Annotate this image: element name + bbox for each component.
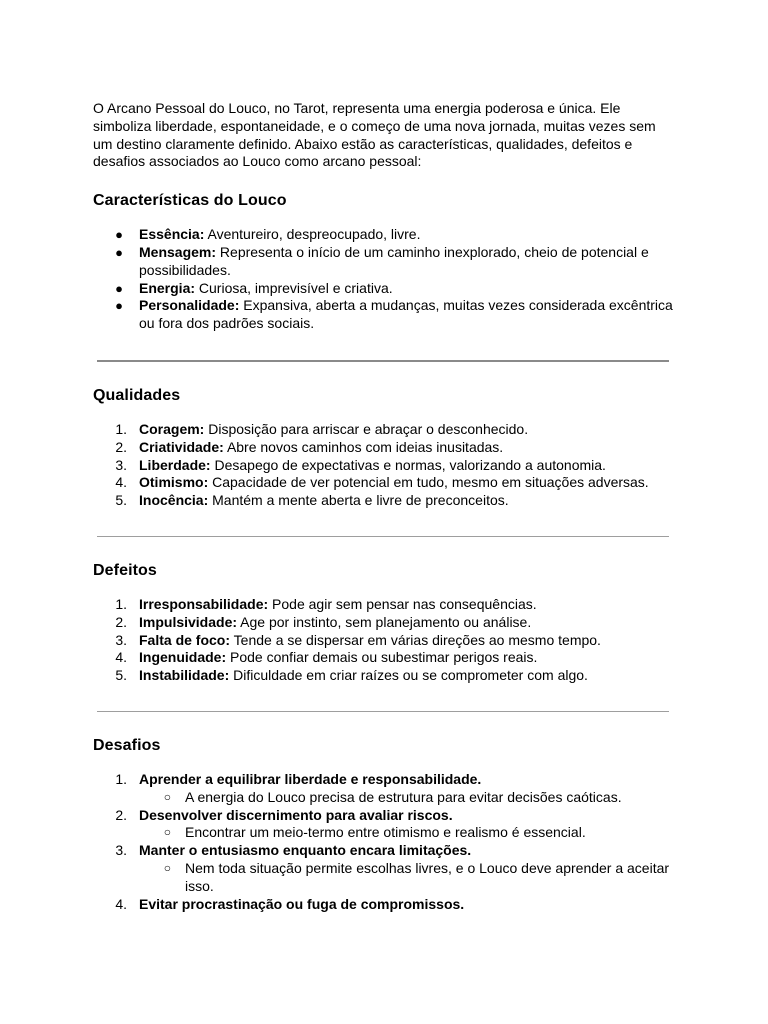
item-number: 2. (115, 438, 127, 455)
item-label: Manter o entusiasmo enquanto encara limitações. (139, 842, 472, 859)
item-label: Coragem: (139, 420, 205, 437)
item-number: 4. (115, 649, 127, 666)
list-item (93, 297, 673, 333)
bullet-marker: ● (115, 227, 123, 243)
item-label: Mensagem: (139, 243, 217, 260)
item-text: Representa o início de um caminho inexplorado, cheio de potencial e possibilidades. (139, 243, 649, 278)
item-number: 3. (115, 842, 127, 859)
item-number: 1. (115, 595, 127, 612)
item-label: Aprender a equilibrar liberdade e responsabilidade. (139, 770, 482, 787)
item-text: Dificuldade em criar raízes ou se comprometer com algo. (233, 667, 588, 684)
section-divider (97, 536, 669, 537)
item-label: Impulsividade: (139, 613, 238, 630)
item-label: Evitar procrastinação ou fuga de compromissos. (139, 895, 465, 912)
item-text: Disposição para arriscar e abraçar o desconhecido. (208, 420, 529, 437)
list-item (93, 632, 673, 650)
item-label: Ingenuidade: (139, 649, 227, 666)
item-text: Age por instinto, sem planejamento ou análise. (240, 613, 532, 630)
sub-list-wrapper (93, 789, 673, 807)
item-text: Desapego de expectativas e normas, valorizando a autonomia. (214, 456, 606, 473)
list-item (93, 439, 673, 457)
sub-item-text: Nem toda situação permite escolhas livres, e o Louco deve aprender a aceitar isso. (185, 859, 670, 894)
list-item (93, 421, 673, 439)
item-number: 4. (115, 895, 127, 912)
item-label: Liberdade: (139, 456, 211, 473)
sub-bullet-marker: ○ (163, 825, 171, 840)
sub-list-wrapper (93, 860, 673, 896)
list-item (93, 807, 673, 825)
heading-desafios: Desafios (93, 736, 161, 754)
item-text: Tende a se dispersar em várias direções ao mesmo tempo. (233, 631, 601, 648)
item-label: Falta de foco: (139, 631, 231, 648)
item-text: Pode agir sem pensar nas consequências. (272, 595, 537, 612)
item-text: Expansiva, aberta a mudanças, muitas vezes considerada excêntrica ou fora dos padrões sociais. (139, 297, 673, 332)
list-item (93, 226, 673, 244)
item-label: Instabilidade: (139, 667, 230, 684)
sub-bullet-marker: ○ (163, 860, 171, 875)
item-label: Otimismo: (139, 474, 209, 491)
section-divider (97, 360, 669, 362)
list-item (93, 596, 673, 614)
section-divider (97, 711, 669, 712)
item-text: Pode confiar demais ou subestimar perigos reais. (230, 649, 538, 666)
bullet-marker: ● (115, 298, 123, 314)
list-item (93, 649, 673, 667)
document-body (93, 100, 673, 913)
item-label: Irresponsabilidade: (139, 595, 269, 612)
heading-qualidades: Qualidades (93, 386, 181, 404)
list-item (93, 667, 673, 685)
list-qualidades (93, 421, 673, 510)
item-label: Personalidade: (139, 297, 240, 314)
item-text: Curiosa, imprevisível e criativa. (198, 279, 393, 296)
sub-list (93, 860, 673, 896)
item-text: Aventureiro, despreocupado, livre. (207, 226, 421, 243)
list-item (93, 896, 673, 914)
sub-item-text: A energia do Louco precisa de estrutura para evitar decisões caóticas. (185, 788, 622, 805)
sub-list-item (93, 789, 673, 807)
heading-defeitos: Defeitos (93, 561, 157, 579)
list-item (93, 614, 673, 632)
item-label: Desenvolver discernimento para avaliar riscos. (139, 806, 453, 823)
item-label: Essência: (139, 226, 205, 243)
item-text: Capacidade de ver potencial em tudo, mesmo em situações adversas. (212, 474, 649, 491)
list-item (93, 492, 673, 510)
item-number: 3. (115, 631, 127, 648)
sub-list-item (93, 824, 673, 842)
item-number: 5. (115, 492, 127, 509)
sub-bullet-marker: ○ (163, 789, 171, 804)
item-label: Inocência: (139, 492, 209, 509)
list-item (93, 771, 673, 789)
item-number: 3. (115, 456, 127, 473)
list-item (93, 474, 673, 492)
intro-paragraph: O Arcano Pessoal do Louco, no Tarot, representa uma energia poderosa e única. Ele simboliza liberdade, espontaneidade, e o começo de uma nova jornada, muitas vezes sem um destino claramente definido. Abaixo estão as características, qualidades, defeitos e desafios associados ao Louco como arcano pessoal: (93, 100, 656, 170)
sub-item-text: Encontrar um meio-termo entre otimismo e realismo é essencial. (185, 824, 586, 841)
item-number: 1. (115, 770, 127, 787)
list-item (93, 842, 673, 860)
item-number: 5. (115, 667, 127, 684)
item-label: Criatividade: (139, 438, 224, 455)
heading-caracteristicas: Características do Louco (93, 192, 287, 210)
bullet-marker: ● (115, 280, 123, 296)
list-caracteristicas (93, 226, 673, 333)
item-number: 4. (115, 474, 127, 491)
item-text: Abre novos caminhos com ideias inusitadas. (226, 438, 504, 455)
list-item (93, 280, 673, 298)
item-number: 1. (115, 420, 127, 437)
sub-list-wrapper (93, 824, 673, 842)
item-text: Mantém a mente aberta e livre de preconceitos. (212, 492, 509, 509)
list-item (93, 244, 673, 280)
sub-list (93, 824, 673, 842)
bullet-marker: ● (115, 244, 123, 260)
sub-list-item (93, 860, 673, 896)
list-item (93, 457, 673, 475)
list-defeitos (93, 596, 673, 685)
item-number: 2. (115, 613, 127, 630)
item-label: Energia: (139, 279, 196, 296)
sub-list (93, 789, 673, 807)
list-desafios (93, 771, 673, 913)
item-number: 2. (115, 806, 127, 823)
